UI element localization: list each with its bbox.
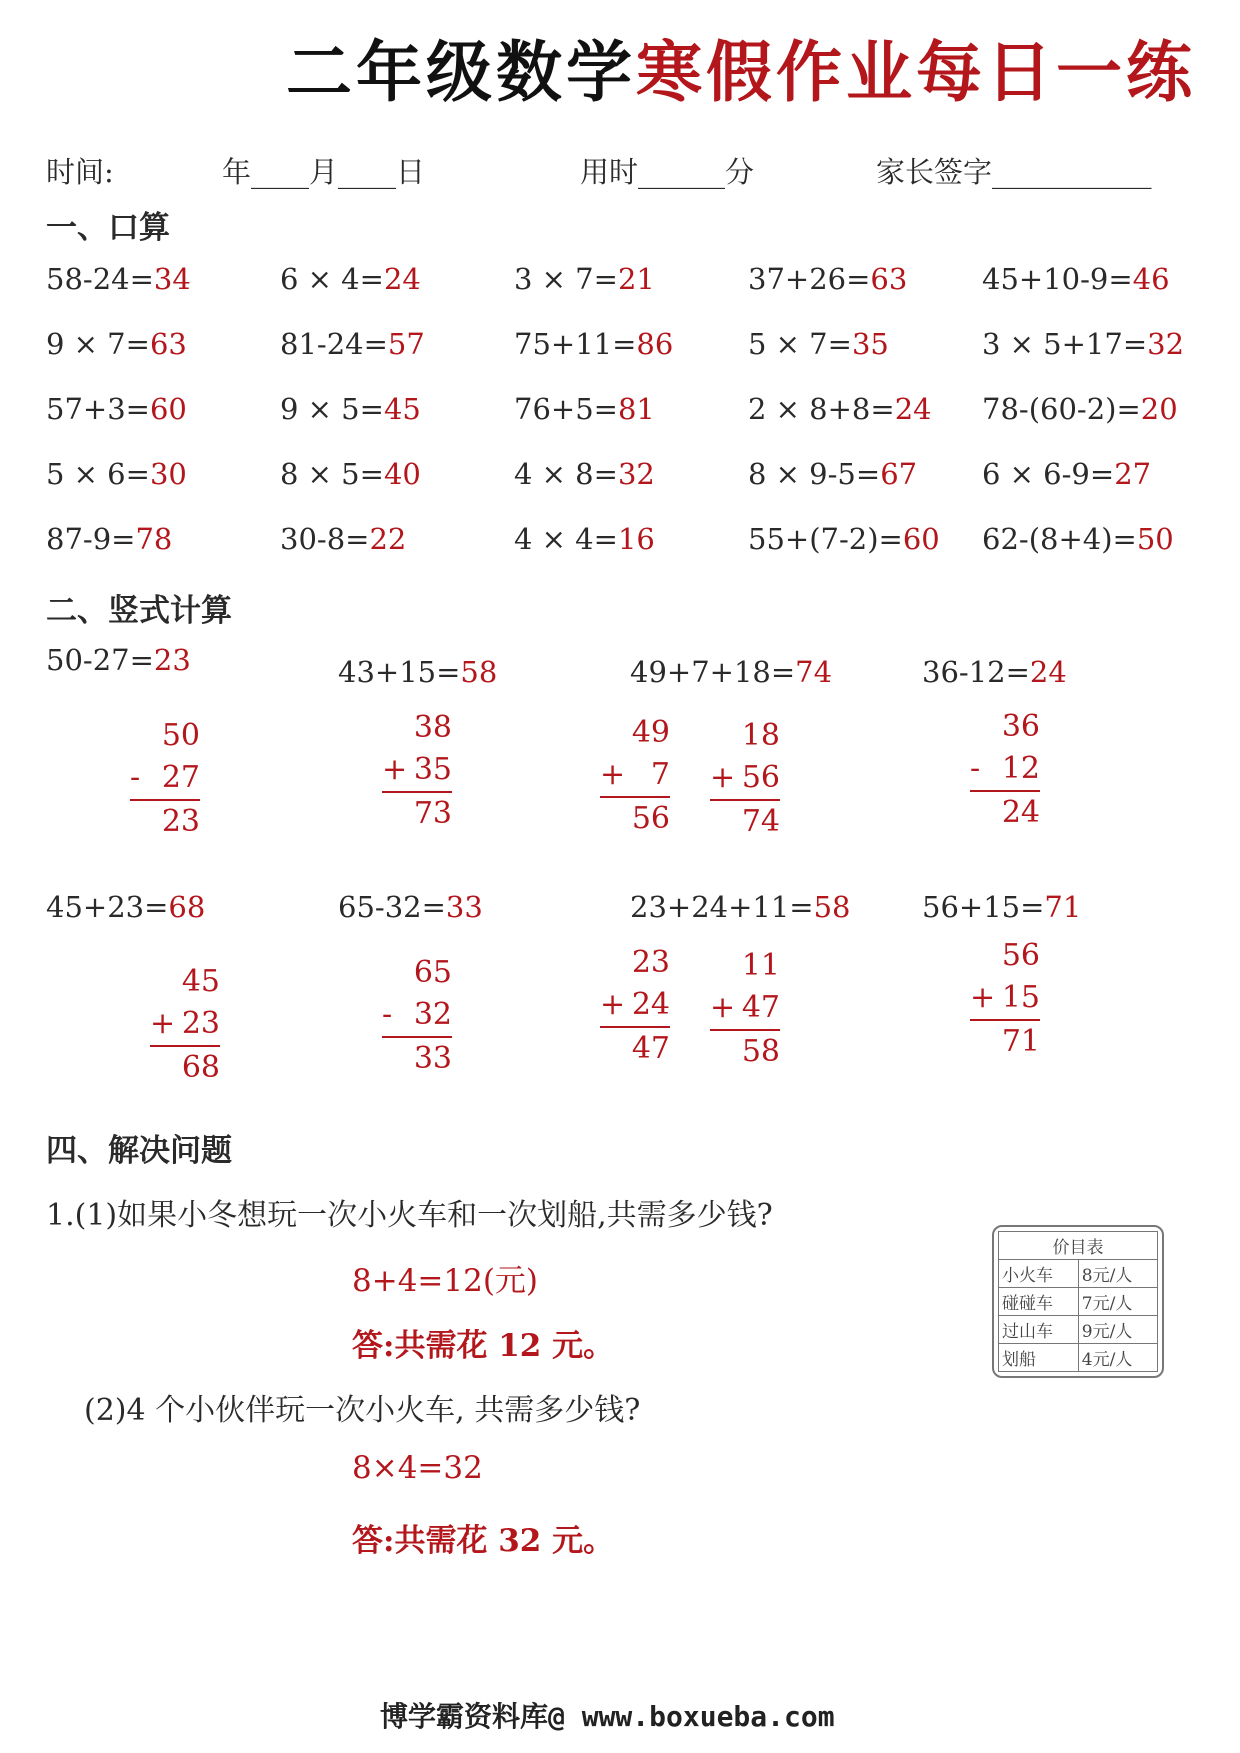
vertical-top-number: 65: [413, 955, 452, 990]
oral-question: 58-24=: [46, 262, 154, 296]
oral-answer: 50: [1136, 522, 1174, 556]
title-red-part: 寒假作业每日一练: [636, 34, 1196, 111]
oral-item: [46, 522, 172, 556]
vertical-result: 68: [181, 1050, 220, 1085]
vertical-equation: [630, 655, 832, 689]
vertical-operator: +: [600, 987, 626, 1022]
vertical-question: 45+23=: [46, 890, 169, 924]
problem-2-question: (2)4 个小伙伴玩一次小火车, 共需多少钱?: [84, 1393, 641, 1428]
vertical-question: 43+15=: [338, 655, 461, 689]
oral-item: [514, 522, 655, 556]
vertical-top-number: 23: [631, 945, 670, 980]
vertical-equation: [338, 655, 497, 689]
vertical-answer: 24: [1029, 655, 1067, 689]
problem-1-question: 1.(1)如果小冬想玩一次小火车和一次划船,共需多少钱?: [46, 1198, 773, 1233]
oral-answer: 21: [617, 262, 655, 296]
vertical-bottom-number: 32: [413, 997, 452, 1032]
vertical-result: 47: [631, 1031, 670, 1066]
oral-question: 6 × 6-9=: [982, 457, 1115, 491]
price-row: [999, 1344, 1158, 1372]
oral-answer: 57: [387, 327, 425, 361]
date-fields: 年____月____日: [222, 155, 426, 189]
vertical-top-number: 56: [1001, 938, 1040, 973]
oral-item: [982, 262, 1170, 296]
vertical-bottom-number: 12: [1001, 751, 1040, 786]
vertical-answer: 58: [813, 890, 851, 924]
price-value: 8元/人: [1078, 1260, 1157, 1288]
vertical-equation: [630, 890, 851, 924]
vertical-bottom-number: 15: [1001, 980, 1040, 1015]
price-row: [999, 1316, 1158, 1344]
oral-item: [748, 392, 932, 426]
oral-answer: 45: [383, 392, 421, 426]
vertical-calc: [600, 942, 670, 1070]
vertical-operator: +: [710, 990, 736, 1025]
vertical-top-number: 18: [741, 718, 780, 753]
oral-question: 81-24=: [280, 327, 388, 361]
oral-item: [748, 457, 917, 491]
vertical-calc: [710, 715, 780, 843]
oral-question: 3 × 7=: [514, 262, 618, 296]
vertical-operator: -: [382, 997, 393, 1032]
oral-item: [280, 262, 421, 296]
oral-answer: 32: [617, 457, 655, 491]
section-vertical-heading: 二、竖式计算: [46, 593, 232, 629]
vertical-calc: [970, 706, 1040, 834]
oral-answer: 63: [870, 262, 908, 296]
price-value: 4元/人: [1078, 1344, 1157, 1372]
oral-item: [46, 392, 187, 426]
parent-signature-field: 家长签字___________: [876, 155, 1152, 189]
vertical-result: 23: [161, 804, 200, 839]
vertical-result: 71: [1001, 1024, 1040, 1059]
oral-answer: 30: [149, 457, 187, 491]
vertical-bottom-number: 23: [181, 1006, 220, 1041]
oral-question: 5 × 7=: [748, 327, 852, 361]
oral-question: 4 × 4=: [514, 522, 618, 556]
vertical-top-number: 11: [741, 948, 780, 983]
oral-answer: 34: [153, 262, 191, 296]
vertical-operator: +: [710, 760, 736, 795]
oral-item: [46, 327, 187, 361]
vertical-operator: -: [130, 760, 141, 795]
vertical-calc: [150, 961, 220, 1089]
oral-answer: 40: [383, 457, 421, 491]
oral-item: [280, 392, 421, 426]
vertical-bottom-number: 27: [161, 760, 200, 795]
oral-item: [46, 262, 191, 296]
vertical-top-number: 49: [631, 715, 670, 750]
oral-answer: 81: [617, 392, 655, 426]
price-row: [999, 1288, 1158, 1316]
vertical-result: 33: [413, 1041, 452, 1076]
vertical-top-number: 38: [413, 710, 452, 745]
oral-item: [280, 327, 425, 361]
oral-answer: 63: [149, 327, 187, 361]
problem-2-calculation: 8×4=32: [352, 1450, 483, 1486]
oral-item: [514, 262, 655, 296]
oral-answer: 60: [149, 392, 187, 426]
vertical-result: 58: [741, 1034, 780, 1069]
oral-item: [46, 457, 187, 491]
title-black-part: 二年级数学: [286, 34, 636, 111]
vertical-operator: +: [600, 757, 626, 792]
oral-answer: 67: [880, 457, 918, 491]
oral-item: [982, 327, 1184, 361]
vertical-top-number: 45: [181, 964, 220, 999]
vertical-answer: 23: [153, 643, 191, 677]
oral-question: 2 × 8+8=: [748, 392, 895, 426]
oral-question: 6 × 4=: [280, 262, 384, 296]
time-label: 时间:: [46, 155, 114, 189]
vertical-top-number: 50: [161, 718, 200, 753]
oral-question: 30-8=: [280, 522, 370, 556]
oral-question: 87-9=: [46, 522, 136, 556]
price-item: 碰碰车: [999, 1288, 1079, 1316]
price-value: 9元/人: [1078, 1316, 1157, 1344]
oral-answer: 86: [636, 327, 674, 361]
price-table: [992, 1225, 1164, 1378]
oral-question: 9 × 5=: [280, 392, 384, 426]
oral-item: [748, 522, 940, 556]
vertical-result: 56: [631, 801, 670, 836]
vertical-question: 36-12=: [922, 655, 1030, 689]
oral-question: 57+3=: [46, 392, 150, 426]
vertical-equation: [46, 643, 191, 677]
vertical-answer: 58: [460, 655, 498, 689]
oral-question: 9 × 7=: [46, 327, 150, 361]
vertical-question: 65-32=: [338, 890, 446, 924]
oral-item: [514, 457, 655, 491]
vertical-calc: [130, 715, 200, 843]
oral-question: 55+(7-2)=: [748, 522, 903, 556]
section-problems-heading: 四、解决问题: [46, 1133, 232, 1169]
vertical-bottom-number: 24: [631, 987, 670, 1022]
price-item: 小火车: [999, 1260, 1079, 1288]
price-table-title: 价目表: [999, 1232, 1158, 1260]
vertical-answer: 71: [1044, 890, 1082, 924]
vertical-result: 24: [1001, 795, 1040, 830]
oral-item: [514, 327, 673, 361]
oral-item: [280, 457, 421, 491]
vertical-answer: 74: [795, 655, 833, 689]
vertical-question: 49+7+18=: [630, 655, 796, 689]
vertical-bottom-number: 7: [650, 757, 670, 792]
price-item: 过山车: [999, 1316, 1079, 1344]
oral-question: 8 × 9-5=: [748, 457, 881, 491]
vertical-operator: +: [150, 1006, 176, 1041]
vertical-question: 23+24+11=: [630, 890, 814, 924]
oral-answer: 60: [902, 522, 940, 556]
oral-answer: 24: [383, 262, 421, 296]
oral-question: 75+11=: [514, 327, 637, 361]
oral-question: 78-(60-2)=: [982, 392, 1141, 426]
oral-item: [982, 392, 1178, 426]
vertical-calc: [382, 952, 452, 1080]
vertical-calc: [600, 712, 670, 840]
vertical-equation: [338, 890, 483, 924]
vertical-result: 74: [741, 804, 780, 839]
oral-answer: 27: [1114, 457, 1152, 491]
oral-question: 3 × 5+17=: [982, 327, 1148, 361]
vertical-answer: 68: [168, 890, 206, 924]
oral-answer: 32: [1147, 327, 1185, 361]
oral-answer: 78: [135, 522, 173, 556]
price-item: 划船: [999, 1344, 1079, 1372]
vertical-question: 50-27=: [46, 643, 154, 677]
oral-answer: 16: [617, 522, 655, 556]
duration-field: 用时______分: [580, 155, 755, 189]
oral-answer: 46: [1132, 262, 1170, 296]
vertical-answer: 33: [445, 890, 483, 924]
oral-item: [514, 392, 655, 426]
oral-question: 37+26=: [748, 262, 871, 296]
oral-item: [748, 262, 907, 296]
vertical-operator: +: [970, 980, 996, 1015]
oral-item: [280, 522, 406, 556]
vertical-calc: [970, 935, 1040, 1063]
oral-answer: 22: [369, 522, 407, 556]
price-row: [999, 1260, 1158, 1288]
section-oral-heading: 一、口算: [46, 210, 170, 246]
footer-watermark: 博学霸资料库@ www.boxueba.com: [380, 1700, 835, 1733]
vertical-equation: [922, 655, 1067, 689]
oral-item: [748, 327, 889, 361]
vertical-calc: [382, 707, 452, 835]
vertical-bottom-number: 47: [741, 990, 780, 1025]
oral-question: 45+10-9=: [982, 262, 1133, 296]
vertical-equation: [46, 890, 205, 924]
problem-2-answer: 答:共需花 32 元。: [352, 1523, 615, 1559]
oral-answer: 35: [851, 327, 889, 361]
vertical-bottom-number: 35: [413, 752, 452, 787]
oral-question: 5 × 6=: [46, 457, 150, 491]
oral-answer: 20: [1140, 392, 1178, 426]
problem-1-answer: 答:共需花 12 元。: [352, 1328, 615, 1364]
vertical-question: 56+15=: [922, 890, 1045, 924]
vertical-bottom-number: 56: [741, 760, 780, 795]
vertical-calc: [710, 945, 780, 1073]
oral-answer: 24: [894, 392, 932, 426]
price-value: 7元/人: [1078, 1288, 1157, 1316]
oral-question: 76+5=: [514, 392, 618, 426]
vertical-operator: -: [970, 751, 981, 786]
oral-item: [982, 522, 1174, 556]
vertical-top-number: 36: [1001, 709, 1040, 744]
vertical-equation: [922, 890, 1081, 924]
oral-question: 62-(8+4)=: [982, 522, 1137, 556]
vertical-result: 73: [413, 796, 452, 831]
oral-item: [982, 457, 1151, 491]
oral-question: 8 × 5=: [280, 457, 384, 491]
page-title: [286, 34, 1196, 111]
vertical-operator: +: [382, 752, 408, 787]
problem-1-calculation: 8+4=12(元): [352, 1263, 539, 1299]
oral-question: 4 × 8=: [514, 457, 618, 491]
